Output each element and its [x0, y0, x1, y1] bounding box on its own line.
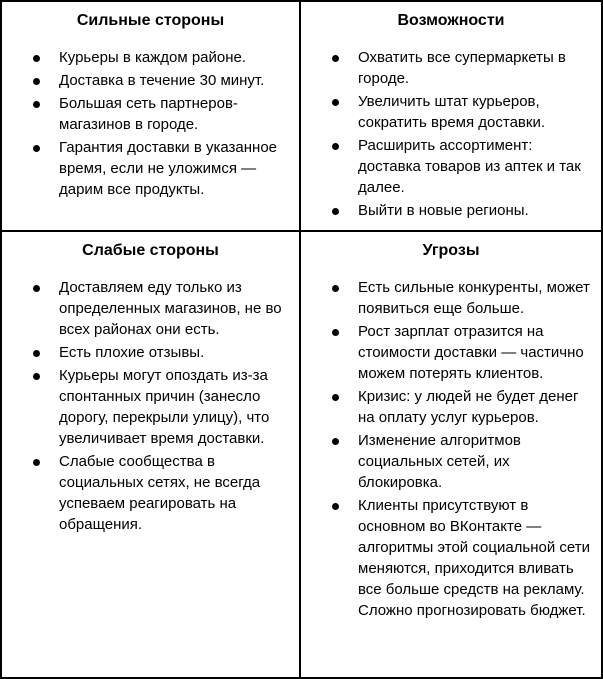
list-item: Курьеры в каждом районе. — [2, 47, 294, 68]
quadrant-threats — [301, 232, 601, 677]
quadrant-title-opportunities: Возможности — [397, 12, 505, 29]
list-item: Доставляем еду только из определенных магазинов, не во всех районах они есть. — [2, 277, 294, 340]
list-item: Клиенты присутствуют в основном во ВКонтакте — алгоритмы этой социальной сети меняются, приходится вливать все больше средств на рекламу. Сложно прогнозировать бюджет. — [301, 495, 596, 621]
quadrant-title-strengths: Сильные стороны — [76, 12, 225, 29]
list-item: Охватить все супермаркеты в городе. — [301, 47, 596, 89]
quadrant-title-weaknesses: Слабые стороны — [82, 242, 219, 259]
quadrant-opportunities — [301, 2, 601, 232]
list-item: Курьеры могут опоздать из-за спонтанных причин (занесло дорогу, перекрыли улицу), что увеличивает время доставки. — [2, 365, 294, 449]
quadrant-weaknesses — [2, 232, 301, 677]
list-item: Гарантия доставки в указанное время, если не уложимся — дарим все продукты. — [2, 137, 294, 200]
list-item: Увеличить штат курьеров, сократить время доставки. — [301, 91, 596, 133]
opportunities-list — [301, 47, 601, 221]
list-item: Расширить ассортимент: доставка товаров из аптек и так далее. — [301, 135, 596, 198]
weaknesses-list — [2, 277, 299, 535]
list-item: Кризис: у людей не будет денег на оплату услуг курьеров. — [301, 386, 596, 428]
list-item: Есть сильные конкуренты, может появиться еще больше. — [301, 277, 596, 319]
list-item: Рост зарплат отразится на стоимости доставки — частично можем потерять клиентов. — [301, 321, 596, 384]
list-item: Есть плохие отзывы. — [2, 342, 294, 363]
list-item: Доставка в течение 30 минут. — [2, 70, 294, 91]
quadrant-title-threats: Угрозы — [422, 242, 480, 259]
list-item: Большая сеть партнеров-магазинов в городе. — [2, 93, 294, 135]
quadrant-strengths — [2, 2, 301, 232]
list-item: Выйти в новые регионы. — [301, 200, 596, 221]
strengths-list — [2, 47, 299, 200]
list-item: Изменение алгоритмов социальных сетей, их блокировка. — [301, 430, 596, 493]
threats-list — [301, 277, 601, 621]
list-item: Слабые сообщества в социальных сетях, не всегда успеваем реагировать на обращения. — [2, 451, 294, 535]
